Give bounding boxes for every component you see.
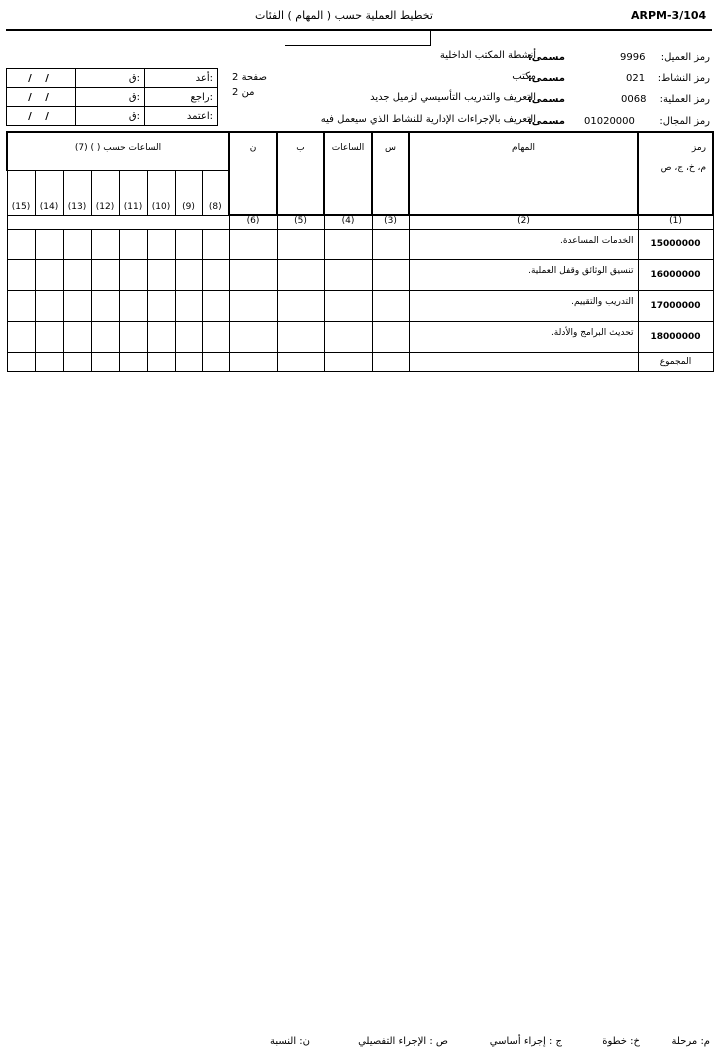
grid-cell[interactable] bbox=[175, 290, 202, 321]
col-num-9: (9) bbox=[175, 170, 202, 215]
grid-cell[interactable] bbox=[7, 321, 35, 352]
activity-name-label: مسمى: bbox=[527, 73, 565, 84]
grid-cell[interactable] bbox=[277, 229, 324, 259]
page-number: 2 bbox=[232, 72, 239, 83]
grid-cell[interactable] bbox=[324, 290, 372, 321]
col-num-14: (14) bbox=[35, 170, 63, 215]
col-num-12: (12) bbox=[91, 170, 119, 215]
domain-name-label: مسمى: bbox=[527, 116, 565, 127]
grid-cell[interactable] bbox=[175, 229, 202, 259]
col-num-10: (10) bbox=[147, 170, 175, 215]
signoff-date[interactable]: / / bbox=[7, 88, 76, 107]
signoff-q[interactable]: ق: bbox=[76, 88, 145, 107]
grid-cell[interactable] bbox=[35, 321, 63, 352]
grid-cell[interactable] bbox=[229, 259, 277, 290]
grid-cell[interactable] bbox=[229, 352, 277, 371]
col-num-8: (8) bbox=[202, 170, 229, 215]
of-label: من bbox=[241, 87, 255, 98]
title-tasks-word: المهام bbox=[295, 9, 324, 22]
table-row bbox=[7, 290, 713, 321]
grid-cell[interactable] bbox=[147, 321, 175, 352]
grid-cell[interactable] bbox=[63, 259, 91, 290]
grid-cell[interactable] bbox=[7, 290, 35, 321]
grid-cell[interactable] bbox=[63, 229, 91, 259]
title-categories-word: الفئات bbox=[255, 9, 284, 22]
signoff-role: اعتمد: bbox=[145, 107, 218, 126]
col-tasks-header: المهام bbox=[409, 132, 638, 215]
grid-cell[interactable] bbox=[277, 290, 324, 321]
total-label: المجموع bbox=[638, 352, 713, 371]
code-cell: 17000000 bbox=[638, 290, 713, 321]
grid-cell[interactable] bbox=[63, 352, 91, 371]
grid-cell[interactable] bbox=[35, 259, 63, 290]
domain-code: 01020000 bbox=[584, 116, 635, 127]
grid-header-row bbox=[7, 132, 713, 170]
activity-name: مكتب bbox=[512, 71, 536, 82]
grid-cell[interactable] bbox=[63, 321, 91, 352]
grid-cell[interactable] bbox=[119, 259, 147, 290]
grid-cell[interactable] bbox=[372, 259, 409, 290]
legend-step: خ: خطوة bbox=[602, 1036, 640, 1047]
signoff-row-approved bbox=[7, 107, 218, 126]
grid-cell[interactable] bbox=[175, 321, 202, 352]
col-num-6: (6) bbox=[229, 215, 277, 229]
task-cell: تنسيق الوثائق وقفل العملية. bbox=[409, 259, 638, 290]
grid-cell[interactable] bbox=[324, 229, 372, 259]
header-rule bbox=[6, 29, 712, 31]
col-num-15: (15) bbox=[7, 170, 35, 215]
grid-cell[interactable] bbox=[324, 321, 372, 352]
document-title bbox=[255, 9, 433, 22]
grid-cell[interactable] bbox=[91, 352, 119, 371]
legend-phase: م: مرحلة bbox=[671, 1036, 710, 1047]
col-code-label: رمز bbox=[691, 143, 707, 153]
legend-basic-procedure: ج : إجراء أساسي bbox=[489, 1036, 562, 1047]
grid-cell[interactable] bbox=[63, 290, 91, 321]
grid-cell[interactable] bbox=[175, 352, 202, 371]
grid-cell[interactable] bbox=[119, 290, 147, 321]
grid-cell[interactable] bbox=[91, 321, 119, 352]
col-num-1: (1) bbox=[638, 215, 713, 229]
task-cell: الخدمات المساعدة. bbox=[409, 229, 638, 259]
client-name-label: مسمى: bbox=[527, 52, 565, 63]
total-row bbox=[7, 352, 713, 371]
grid-index-spacer bbox=[7, 215, 229, 229]
task-cell: تحديث البرامج والأدلة. bbox=[409, 321, 638, 352]
grid-cell[interactable] bbox=[175, 259, 202, 290]
operation-code-label: رمز العملية: bbox=[659, 94, 710, 105]
table-row bbox=[7, 259, 713, 290]
grid-cell[interactable] bbox=[372, 352, 409, 371]
grid-cell[interactable] bbox=[147, 290, 175, 321]
signoff-date[interactable]: / / bbox=[7, 107, 76, 126]
planning-grid bbox=[6, 131, 714, 372]
grid-cell[interactable] bbox=[7, 352, 35, 371]
grid-cell[interactable] bbox=[229, 321, 277, 352]
col-hours-header: الساعات bbox=[324, 132, 372, 215]
document-code: ARPM-3/104 bbox=[631, 9, 707, 22]
table-row bbox=[7, 229, 713, 259]
activity-code-label: رمز النشاط: bbox=[657, 73, 710, 84]
col-hours-by-header: الساعات حسب ( ) (7) bbox=[7, 132, 229, 170]
signoff-role: أعد: bbox=[145, 69, 218, 88]
col-num-11: (11) bbox=[119, 170, 147, 215]
page-total bbox=[232, 87, 255, 98]
signoff-date[interactable]: / / bbox=[7, 69, 76, 88]
activity-code: 021 bbox=[626, 73, 646, 84]
grid-cell[interactable] bbox=[7, 229, 35, 259]
page-label: صفحة bbox=[241, 72, 267, 83]
grid-index-row bbox=[7, 215, 713, 229]
grid-cell[interactable] bbox=[324, 352, 372, 371]
client-code: 9996 bbox=[620, 52, 646, 63]
col-num-13: (13) bbox=[63, 170, 91, 215]
code-cell: 16000000 bbox=[638, 259, 713, 290]
grid-cell[interactable] bbox=[119, 321, 147, 352]
grid-cell[interactable] bbox=[35, 290, 63, 321]
grid-cell[interactable] bbox=[202, 290, 229, 321]
grid-cell[interactable] bbox=[372, 321, 409, 352]
col-s-header: س bbox=[372, 132, 409, 215]
grid-cell[interactable] bbox=[147, 352, 175, 371]
signoff-row-prepared bbox=[7, 69, 218, 88]
task-cell: التدريب والتقييم. bbox=[409, 290, 638, 321]
total-pages: 2 bbox=[232, 87, 239, 98]
grid-cell[interactable] bbox=[202, 321, 229, 352]
grid-cell[interactable] bbox=[147, 259, 175, 290]
title-prefix: تخطيط العملية حسب bbox=[334, 9, 433, 22]
client-code-label: رمز العميل: bbox=[660, 52, 710, 63]
grid-cell[interactable] bbox=[409, 352, 638, 371]
grid-cell[interactable] bbox=[229, 229, 277, 259]
header-underline bbox=[285, 45, 431, 46]
title-paren-open: ( bbox=[326, 9, 332, 22]
table-row bbox=[7, 321, 713, 352]
grid-cell[interactable] bbox=[147, 229, 175, 259]
grid-cell[interactable] bbox=[202, 352, 229, 371]
col-num-4: (4) bbox=[324, 215, 372, 229]
signoff-row-reviewed bbox=[7, 88, 218, 107]
title-paren-close: ) bbox=[287, 9, 292, 22]
operation-name-label: مسمى: bbox=[527, 94, 565, 105]
grid-cell[interactable] bbox=[7, 259, 35, 290]
code-cell: 15000000 bbox=[638, 229, 713, 259]
signoff-q[interactable]: ق: bbox=[76, 69, 145, 88]
signoff-q[interactable]: ق: bbox=[76, 107, 145, 126]
domain-name: التعريف بالإجراءات الإدارية للنشاط الذي سيعمل فيه bbox=[320, 114, 536, 125]
signoff-role: راجع: bbox=[145, 88, 218, 107]
col-n-header: ن bbox=[229, 132, 277, 215]
grid-cell[interactable] bbox=[202, 229, 229, 259]
col-num-2: (2) bbox=[409, 215, 638, 229]
grid-cell[interactable] bbox=[91, 229, 119, 259]
legend-detailed-procedure: ص : الإجراء التفصيلي bbox=[358, 1036, 448, 1047]
grid-cell[interactable] bbox=[119, 229, 147, 259]
operation-name: التعريف والتدريب التأسيسي لزميل جديد bbox=[370, 92, 536, 103]
grid-cell[interactable] bbox=[35, 229, 63, 259]
col-code-header bbox=[638, 132, 713, 215]
grid-cell[interactable] bbox=[277, 259, 324, 290]
grid-cell[interactable] bbox=[119, 352, 147, 371]
col-code-sub: م، خ، ج، ص bbox=[660, 163, 707, 173]
page-indicator bbox=[232, 72, 267, 83]
col-num-3: (3) bbox=[372, 215, 409, 229]
col-num-5: (5) bbox=[277, 215, 324, 229]
grid-cell[interactable] bbox=[372, 229, 409, 259]
grid-cell[interactable] bbox=[277, 352, 324, 371]
grid-cell[interactable] bbox=[277, 321, 324, 352]
legend-ratio: ن: النسبة bbox=[269, 1036, 310, 1047]
operation-code: 0068 bbox=[621, 94, 647, 105]
col-b-header: ب bbox=[277, 132, 324, 215]
grid-cell[interactable] bbox=[229, 290, 277, 321]
header-tick bbox=[430, 31, 431, 45]
client-name: أنشطة المكتب الداخلية bbox=[439, 50, 536, 61]
grid-cell[interactable] bbox=[372, 290, 409, 321]
grid-cell[interactable] bbox=[35, 352, 63, 371]
grid-cell[interactable] bbox=[91, 290, 119, 321]
code-cell: 18000000 bbox=[638, 321, 713, 352]
grid-cell[interactable] bbox=[324, 259, 372, 290]
grid-cell[interactable] bbox=[91, 259, 119, 290]
grid-cell[interactable] bbox=[202, 259, 229, 290]
domain-code-label: رمز المجال: bbox=[659, 116, 710, 127]
signoff-table bbox=[6, 68, 218, 126]
